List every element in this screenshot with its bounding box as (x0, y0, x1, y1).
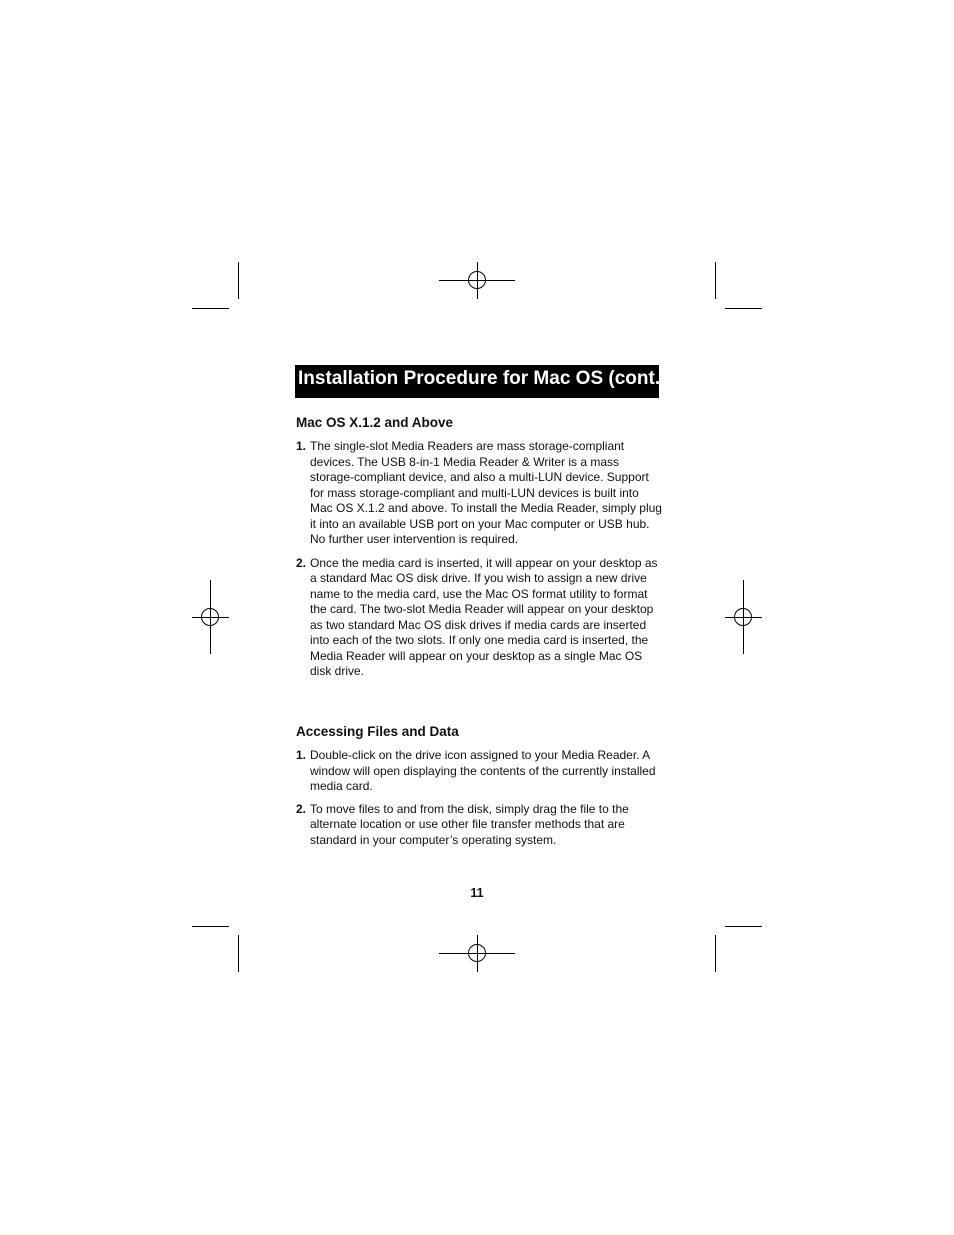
crop-mark-top-right-horizontal (725, 308, 762, 309)
crop-mark-bottom-left-vertical (238, 935, 239, 972)
section-heading-accessing-files: Accessing Files and Data (296, 724, 459, 739)
crop-mark-top-left-horizontal (192, 308, 229, 309)
instruction-list-mac-os-x (296, 439, 664, 687)
list-item-number: 2. (296, 801, 307, 816)
list-item (296, 556, 664, 680)
list-item-text: To move files to and from the disk, simply drag the file to the alternate location or use other file transfer methods that are standard in your computer’s operating system. (310, 801, 629, 847)
list-item (296, 748, 664, 795)
crop-mark-bottom-right-horizontal (725, 926, 762, 927)
list-item-text: Once the media card is inserted, it will appear on your desktop as a standard Mac OS disk drive. If you wish to assign a new drive name to the media card, use the Mac OS format utility to format the card. The two-slot Media Reader will appear on your desktop as two standard Mac OS disk drives if media cards are inserted into each of the two slots. If only one media card is inserted, the Media Reader will appear on your desktop as a single Mac OS disk drive. (310, 555, 658, 678)
crop-mark-bottom-left-horizontal (192, 926, 229, 927)
list-item (296, 439, 664, 548)
list-item (296, 802, 664, 849)
crop-mark-top-right-vertical (715, 262, 716, 299)
section-heading-mac-os-x: Mac OS X.1.2 and Above (296, 415, 454, 430)
page-title: Installation Procedure for Mac OS (cont.) (295, 365, 659, 398)
instruction-list-accessing-files (296, 748, 664, 855)
crop-mark-top-left-vertical (238, 262, 239, 299)
page-number: 11 (470, 886, 484, 900)
crop-mark-bottom-right-vertical (715, 935, 716, 972)
list-item-text: Double-click on the drive icon assigned to your Media Reader. A window will open displaying the contents of the currently installed media card. (310, 748, 656, 793)
list-item-number: 1. (296, 439, 307, 453)
list-item-text: The single-slot Media Readers are mass storage-compliant devices. The USB 8-in-1 Media Reader & Writer is a mass storage-compliant device, and also a multi-LUN device. Support for mass storage-compliant and multi-LUN devices is built into Mac OS X.1.2 and above. To install the Media Reader, simply plug it into an available USB port on your Mac computer or USB hub. No further user intervention is required. (310, 439, 662, 546)
list-item-number: 2. (296, 555, 307, 570)
list-item-number: 1. (296, 748, 307, 762)
